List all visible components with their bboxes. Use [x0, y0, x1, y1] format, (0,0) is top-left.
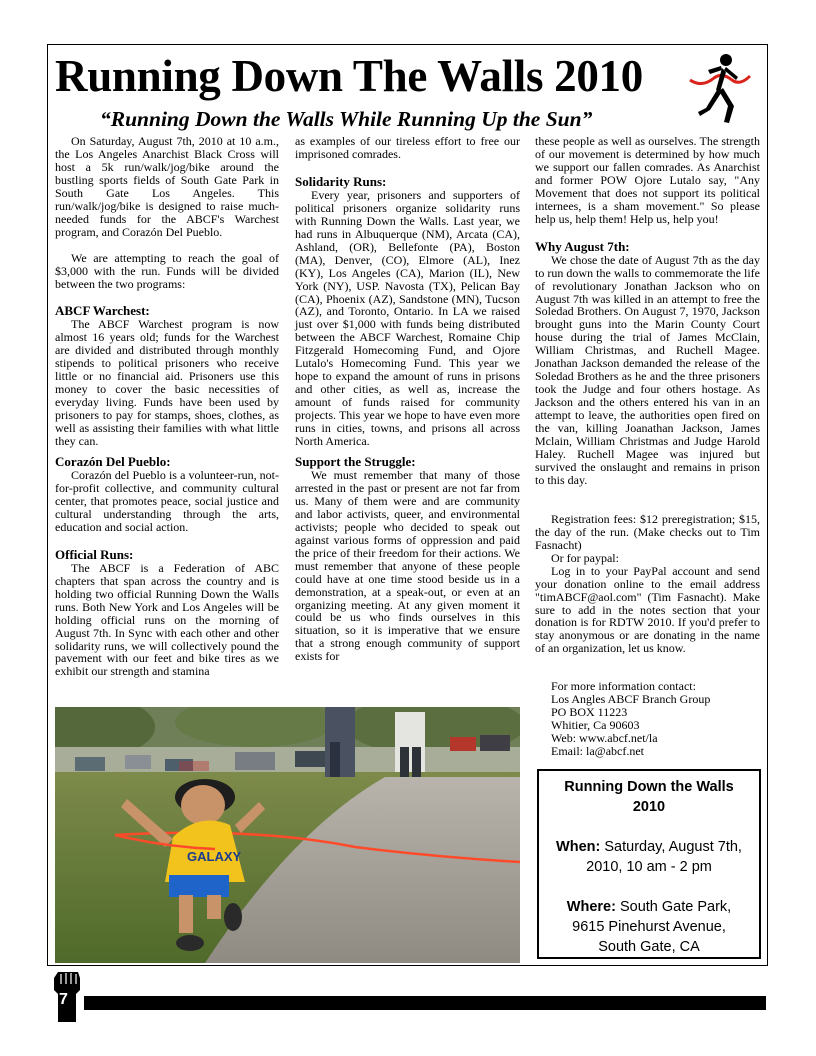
intro-paragraph: On Saturday, August 7th, 2010 at 10 a.m., the Los Angeles Anarchist Black Cross will host a 5k run/walk/jog/bike around the bustling sports fields of South Gate Park in South Gate Los Angeles. This run/walk/jog/bike is designed to raise much-needed funds for the ABCF's Warchest program, and Corazón Del Pueblo. [55, 134, 279, 239]
infobox-when [539, 837, 759, 857]
corazon-paragraph: Corazón del Pueblo is a volunteer-run, not-for-profit collective, and community cultural center, that promotes peace, social justice and cultural understanding through the arts, education and social action. [55, 468, 279, 534]
when-label: When: [556, 839, 601, 855]
contact-line: For more information contact: [551, 679, 696, 693]
contact-line: PO BOX 11223 [551, 705, 628, 719]
shirt-text: GALAXY [187, 849, 242, 864]
when-value: Saturday, August 7th, [600, 839, 742, 855]
runner-icon [688, 50, 752, 128]
where-label: Where: [566, 899, 616, 915]
footer-bar [84, 996, 766, 1010]
paypal-intro: Or for paypal: [551, 550, 619, 565]
heading-official-runs: Official Runs: [55, 546, 134, 562]
solidarity-paragraph: Every year, prisoners and supporters of political prisoners organize solidarity runs with Running Down the Walls. Last year, we had runs in Albuquerque (NM), Arcata (CA), Ashland, (OR), Bellefonte (PA), Boston (MA), Denver, (CO), Elmore (AL), Inez (KY), Los Angeles (CA), Marion (IL), New York (NY), USP. Navosta (TX), Pelican Bay (CA), Phoenix (AZ), Sandstone (MN), Tucson (AZ), and Toronto, Ontario. In LA we raised just over $1,000 with funds being distributed between the ABCF Warchest, Romaine Chip Fitzgerald Homecoming Fund, and Ojore Lutalo's Homecoming Fund. This year we hope to expand the amount of runs in prisons and other cities, as well as, increase the amount of funds raised for community projects. This year we hope to have even more runs in cities, towns, and prisons all across North America. [295, 187, 520, 449]
goal-paragraph: We are attempting to reach the goal of $3,000 with the run. Funds will be divided between the two programs: [55, 250, 279, 291]
page-number: 7 [59, 991, 68, 1008]
article-column-3 [535, 135, 760, 655]
infobox-where [539, 897, 759, 917]
heading-support: Support the Struggle: [295, 453, 416, 469]
infobox-title: Running Down the Walls [564, 779, 734, 795]
why-august-paragraph: We chose the date of August 7th as the day to run down the walls to commemorate the life of revolutionary Jonathan Jackson who on August 7th was killed in an attempt to free the Soledad Brothers. On August 7, 1970, Jackson brought guns into the Marin County Court house during the trial of James McClain, William Christmas, and Ruchell Magee. Jonathan Jackson demanded the release of the Soledad Brothers as he and the three prisoners took the Judge and four others hostage. As Jackson and the others entered his van in an attempt to leave, the authorities open fired on the van, killing Joanathan Jackson, James Mclain, William Christmas and Judge Harold Haley. Ruchell Magee was injured but survived the onslaught and remains in prison to this day. [535, 252, 760, 487]
continued-paragraph-3: these people as well as ourselves. The strength of our movement is determined by how much we support our fallen comrades. As Anarchist and former POW Ojore Lutalo say, "Any Movement that does not support its political internees, is a sham movement." So please help us, help them! Help us, help you! [535, 134, 760, 226]
heading-corazon: Corazón Del Pueblo: [55, 454, 171, 470]
contact-line: Los Angles ABCF Branch Group [551, 692, 711, 706]
contact-line: Whitier, Ca 90603 [551, 718, 640, 732]
warchest-paragraph: The ABCF Warchest program is now almost 16 years old; funds for the Warchest are divided and distributed through monthly stipends to political prisoners who receive little or no financial aid. Prisoners use this money to cover the basic necessities of everyday living. Funds have been used by prisoners to pay for stamps, shoes, clothes, as well as assisting their families with what little they can. [55, 317, 279, 449]
infobox-year: 2010 [632, 799, 666, 815]
infobox-when-time: 2010, 10 am - 2 pm [586, 859, 712, 875]
article-column-2 [295, 135, 520, 663]
official-runs-paragraph: The ABCF is a Federation of ABC chapters that span across the country and is holding two official Running Down the Walls runs. Both New York and Los Angeles will be holding official runs on the morning of August 7th. In Sync with each other and other solidarity runs, we will collectively pound the pavement with our feet and bike tires as we exhibit our strength and stamina [55, 560, 279, 679]
infobox-address: 9615 Pinehurst Avenue, [572, 919, 726, 935]
article-column-1 [55, 135, 279, 678]
registration-fees-paragraph: Registration fees: $12 preregistration; $15, the day of the run. (Make checks out to Tim Fasnacht) [535, 511, 760, 552]
heading-why-august: Why August 7th: [535, 238, 630, 254]
page-subtitle: “Running Down the Walls While Running Up the Sun” [100, 107, 593, 131]
infobox-city: South Gate, CA [598, 939, 700, 955]
contact-email: Email: la@abcf.net [551, 744, 645, 758]
contact-web: Web: www.abcf.net/la [551, 731, 658, 745]
photo-child-running [55, 707, 520, 963]
heading-warchest: ABCF Warchest: [55, 303, 150, 319]
event-info-box [537, 769, 761, 959]
paypal-paragraph: Log in to your PayPal account and send your donation online to the email address "timABCF@aol.com" (Tim Fasnacht). Make sure to add in the notes section that your donation is for RDTW 2010. If you'd prefer to stay anonymous or are donating in the name of an organization, let us know. [535, 563, 760, 656]
continued-paragraph: as examples of our tireless effort to free our imprisoned comrades. [295, 134, 520, 161]
page-title: Running Down The Walls 2010 [55, 51, 643, 101]
where-value: South Gate Park, [615, 899, 732, 915]
support-paragraph: We must remember that many of those arrested in the past or present are not far from us. Many of them were and are community and labor activists, queer, and environmental activists; people who decided to speak out against various forms of oppression and paid the price of their freedom for their actions. We must remember that anyone of these people could have at one time stood beside us in a demonstration, at a speak-out, or even at an organizing meeting. At any given moment it could be us who finds ourselves in this situation, so it is imperative that we ensure that a strong enough community of support exists for [295, 467, 520, 664]
heading-solidarity: Solidarity Runs: [295, 173, 387, 189]
contact-block [551, 680, 710, 758]
